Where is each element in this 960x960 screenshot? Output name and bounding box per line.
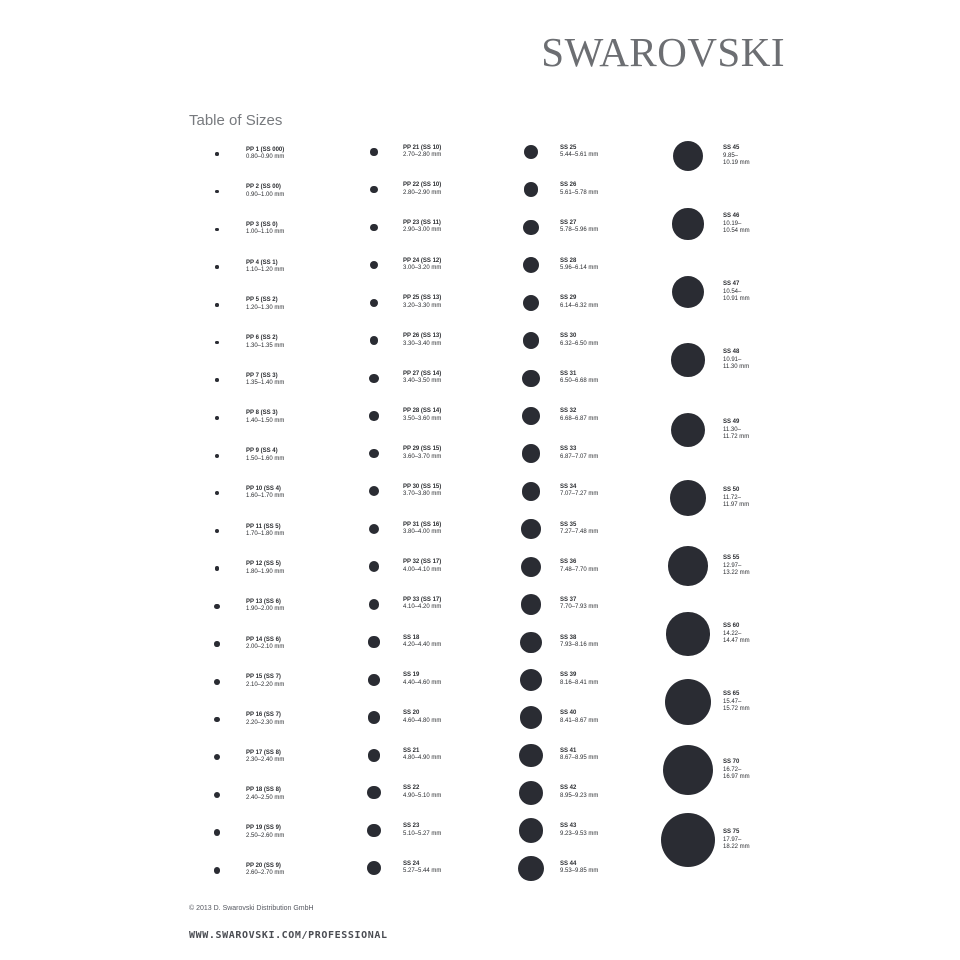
size-dot xyxy=(215,454,219,458)
size-label xyxy=(560,333,598,348)
size-name: PP 5 (SS 2) xyxy=(246,297,278,304)
size-dot xyxy=(214,717,220,723)
size-dot xyxy=(369,411,378,420)
size-range: 5.27–5.44 mm xyxy=(403,868,442,875)
size-name: SS 23 xyxy=(403,823,420,830)
size-name: PP 28 (SS 14) xyxy=(403,408,442,415)
size-label xyxy=(560,182,598,197)
size-label xyxy=(560,635,598,650)
size-dot xyxy=(215,152,219,156)
size-dot xyxy=(522,482,541,501)
size-label xyxy=(246,486,284,501)
size-label xyxy=(403,522,441,537)
size-dot xyxy=(214,641,219,646)
size-dot xyxy=(367,786,380,799)
size-name: PP 27 (SS 14) xyxy=(403,370,442,377)
size-name: SS 42 xyxy=(560,785,577,792)
size-name: SS 34 xyxy=(560,483,577,490)
size-label xyxy=(560,446,598,461)
size-dot xyxy=(215,529,220,534)
size-name: SS 48 xyxy=(723,349,740,355)
size-dot xyxy=(214,792,220,798)
size-range: 7.07–7.27 mm xyxy=(560,491,599,498)
size-name: PP 12 (SS 5) xyxy=(246,561,281,568)
size-label xyxy=(560,145,598,160)
size-range-from: 17.97– xyxy=(723,836,742,843)
size-range: 2.40–2.50 mm xyxy=(246,794,285,801)
size-range: 6.87–7.07 mm xyxy=(560,453,599,460)
size-range: 2.90–3.00 mm xyxy=(403,227,442,234)
size-label xyxy=(246,184,284,199)
size-label xyxy=(246,147,284,162)
size-label xyxy=(246,297,284,312)
size-name: SS 46 xyxy=(723,213,740,219)
size-range: 6.68–6.87 mm xyxy=(560,415,599,422)
size-dot xyxy=(522,444,540,462)
size-label xyxy=(246,674,284,689)
size-range-from: 11.30– xyxy=(723,426,741,433)
size-dot xyxy=(520,669,542,691)
size-label xyxy=(246,561,284,576)
size-label xyxy=(723,213,750,236)
size-range-from: 16.72– xyxy=(723,766,742,773)
size-dot xyxy=(214,679,220,685)
size-range-to: 11.72 mm xyxy=(723,434,750,441)
size-label xyxy=(723,349,749,372)
size-dot xyxy=(663,745,714,796)
size-dot xyxy=(519,781,543,805)
size-label xyxy=(246,599,284,614)
size-name: SS 50 xyxy=(723,487,740,493)
size-range: 1.20–1.30 mm xyxy=(246,304,285,311)
size-range: 3.40–3.50 mm xyxy=(403,378,442,385)
size-name: SS 37 xyxy=(560,596,577,603)
size-dot xyxy=(368,636,379,647)
size-dot xyxy=(370,336,379,345)
size-label xyxy=(560,258,598,273)
size-dot xyxy=(367,824,381,838)
size-range: 3.60–3.70 mm xyxy=(403,453,442,460)
size-range-from: 10.19– xyxy=(723,220,742,227)
size-label xyxy=(246,448,284,463)
size-name: PP 23 (SS 11) xyxy=(403,219,441,226)
size-name: SS 18 xyxy=(403,634,420,641)
size-label xyxy=(403,371,441,386)
size-range-to: 10.54 mm xyxy=(723,228,750,235)
size-dot xyxy=(369,486,379,496)
size-range: 6.50–6.68 mm xyxy=(560,378,599,385)
size-range: 1.00–1.10 mm xyxy=(246,229,285,236)
size-range-from: 9.85– xyxy=(723,152,739,159)
size-label xyxy=(723,691,750,714)
size-label xyxy=(403,446,441,461)
size-name: SS 70 xyxy=(723,759,740,765)
size-name: SS 28 xyxy=(560,257,577,264)
size-range: 0.80–0.90 mm xyxy=(246,154,285,161)
size-name: SS 30 xyxy=(560,333,577,339)
size-dot xyxy=(519,744,542,767)
size-label xyxy=(723,281,750,304)
size-range: 3.50–3.60 mm xyxy=(403,415,442,422)
size-name: PP 4 (SS 1) xyxy=(246,259,278,266)
size-dot xyxy=(214,604,219,609)
size-name: SS 36 xyxy=(560,559,577,566)
size-name: PP 22 (SS 10) xyxy=(403,182,442,189)
size-name: PP 21 (SS 10) xyxy=(403,144,442,151)
size-dot xyxy=(671,343,704,376)
size-dot xyxy=(367,861,381,875)
size-range: 7.93–8.16 mm xyxy=(560,642,599,649)
size-name: PP 16 (SS 7) xyxy=(246,712,281,718)
size-range: 1.60–1.70 mm xyxy=(246,493,285,500)
size-label xyxy=(246,335,284,350)
size-name: PP 30 (SS 15) xyxy=(403,483,442,490)
size-range: 3.70–3.80 mm xyxy=(403,491,442,498)
size-dot xyxy=(523,220,538,235)
size-dot xyxy=(523,295,539,311)
size-label xyxy=(403,220,441,235)
size-range: 5.78–5.96 mm xyxy=(560,227,599,234)
size-name: SS 44 xyxy=(560,860,577,867)
swarovski-logo: SWAROVSKI xyxy=(541,29,785,75)
size-name: PP 10 (SS 4) xyxy=(246,485,281,492)
size-range: 5.44–5.61 mm xyxy=(560,152,599,159)
size-range: 8.16–8.41 mm xyxy=(560,679,599,686)
size-dot xyxy=(215,416,219,420)
size-label xyxy=(560,408,598,423)
size-label xyxy=(560,220,598,235)
size-dot xyxy=(369,374,378,383)
size-dot xyxy=(368,749,381,762)
size-name: SS 55 xyxy=(723,555,740,561)
size-label xyxy=(246,260,284,275)
size-name: SS 27 xyxy=(560,219,577,226)
size-dot xyxy=(673,141,703,171)
size-name: PP 3 (SS 0) xyxy=(246,221,278,228)
size-name: PP 2 (SS 00) xyxy=(246,184,281,191)
size-label xyxy=(560,371,598,386)
size-name: SS 19 xyxy=(403,672,420,679)
size-dot xyxy=(520,632,541,653)
size-label xyxy=(560,861,598,876)
size-name: SS 24 xyxy=(403,860,420,867)
size-dot xyxy=(665,679,712,726)
size-label xyxy=(560,484,598,499)
size-range-to: 18.22 mm xyxy=(723,844,750,851)
size-range-to: 11.97 mm xyxy=(723,502,750,509)
size-dot xyxy=(672,208,703,239)
size-name: PP 17 (SS 8) xyxy=(246,749,281,756)
size-label xyxy=(246,222,284,237)
size-range: 7.48–7.70 mm xyxy=(560,566,599,573)
size-dot xyxy=(370,186,377,193)
size-label xyxy=(560,597,598,612)
size-label xyxy=(403,710,441,725)
size-label xyxy=(723,487,749,510)
size-range: 2.60–2.70 mm xyxy=(246,870,285,877)
size-range: 7.70–7.93 mm xyxy=(560,604,599,611)
size-label xyxy=(403,597,441,612)
size-name: SS 22 xyxy=(403,785,420,792)
size-range: 6.14–6.32 mm xyxy=(560,302,599,309)
size-name: PP 29 (SS 15) xyxy=(403,446,442,453)
professional-url-link[interactable]: WWW.SWAROVSKI.COM/PROFESSIONAL xyxy=(189,930,388,941)
size-range-to: 14.47 mm xyxy=(723,638,750,645)
size-name: PP 6 (SS 2) xyxy=(246,335,278,341)
size-name: SS 29 xyxy=(560,295,577,302)
size-name: PP 7 (SS 3) xyxy=(246,372,278,379)
size-range: 4.80–4.90 mm xyxy=(403,755,442,762)
size-name: PP 25 (SS 13) xyxy=(403,295,442,302)
size-dot xyxy=(368,674,380,686)
size-label xyxy=(403,258,441,273)
size-dot xyxy=(521,557,541,577)
size-range: 2.50–2.60 mm xyxy=(246,832,285,839)
size-dot xyxy=(214,754,220,760)
size-range: 1.90–2.00 mm xyxy=(246,606,285,613)
size-range: 4.20–4.40 mm xyxy=(403,642,442,649)
size-name: SS 39 xyxy=(560,672,577,679)
size-label xyxy=(246,750,284,765)
size-range: 3.00–3.20 mm xyxy=(403,265,442,272)
size-dot xyxy=(214,867,221,874)
size-dot xyxy=(523,332,540,349)
size-label xyxy=(403,484,441,499)
size-dot xyxy=(215,566,220,571)
size-dot xyxy=(519,818,544,843)
size-label xyxy=(246,637,284,652)
size-label xyxy=(560,672,598,687)
size-range: 5.10–5.27 mm xyxy=(403,830,442,837)
size-name: PP 18 (SS 8) xyxy=(246,787,281,794)
size-range-to: 10.91 mm xyxy=(723,296,750,303)
page-title: Table of Sizes xyxy=(189,112,283,130)
size-name: SS 20 xyxy=(403,710,420,716)
size-label xyxy=(403,823,441,838)
size-label xyxy=(723,145,750,168)
size-range: 6.32–6.50 mm xyxy=(560,340,599,347)
size-range-to: 15.72 mm xyxy=(723,706,750,713)
size-name: PP 33 (SS 17) xyxy=(403,596,442,603)
size-label xyxy=(403,559,441,574)
size-name: PP 1 (SS 000) xyxy=(246,146,285,153)
size-range: 4.00–4.10 mm xyxy=(403,566,442,573)
size-label xyxy=(403,785,441,800)
size-range-to: 16.97 mm xyxy=(723,774,750,781)
size-range: 3.20–3.30 mm xyxy=(403,302,442,309)
size-name: PP 11 (SS 5) xyxy=(246,523,281,530)
size-dot xyxy=(520,706,542,728)
size-label xyxy=(560,748,598,763)
size-label xyxy=(403,295,441,310)
size-dot xyxy=(368,711,380,723)
size-name: SS 38 xyxy=(560,634,577,641)
size-dot xyxy=(215,265,219,269)
size-label xyxy=(246,825,284,840)
size-dot xyxy=(524,145,539,160)
size-name: PP 24 (SS 12) xyxy=(403,257,442,264)
size-range: 1.10–1.20 mm xyxy=(246,267,285,274)
size-name: PP 15 (SS 7) xyxy=(246,674,281,681)
size-range: 1.50–1.60 mm xyxy=(246,455,285,462)
size-label xyxy=(246,863,284,878)
size-name: SS 49 xyxy=(723,419,740,425)
size-dot xyxy=(369,524,379,534)
size-label xyxy=(403,748,441,763)
size-name: SS 47 xyxy=(723,281,740,287)
size-range: 1.80–1.90 mm xyxy=(246,568,285,575)
size-name: SS 33 xyxy=(560,446,577,453)
size-range: 4.60–4.80 mm xyxy=(403,717,442,724)
size-range-from: 15.47– xyxy=(723,698,742,705)
size-dot xyxy=(215,378,219,382)
size-name: PP 8 (SS 3) xyxy=(246,410,278,417)
size-range: 8.95–9.23 mm xyxy=(560,792,599,799)
size-range-to: 10.19 mm xyxy=(723,160,750,167)
size-dot xyxy=(215,303,219,307)
size-label xyxy=(403,182,441,197)
size-name: SS 26 xyxy=(560,182,577,189)
size-name: PP 13 (SS 6) xyxy=(246,598,281,605)
size-name: SS 40 xyxy=(560,710,577,716)
size-label xyxy=(403,333,441,348)
size-label xyxy=(560,785,598,800)
size-label xyxy=(560,823,598,838)
size-dot xyxy=(215,491,219,495)
size-label xyxy=(403,145,441,160)
size-dot xyxy=(215,190,219,194)
size-label xyxy=(403,635,441,650)
size-dot xyxy=(215,341,219,345)
size-range: 4.90–5.10 mm xyxy=(403,792,442,799)
size-dot xyxy=(215,228,219,232)
size-dot xyxy=(214,829,221,836)
size-range: 2.20–2.30 mm xyxy=(246,719,285,726)
size-label xyxy=(723,623,750,646)
size-name: PP 26 (SS 13) xyxy=(403,333,442,339)
size-range: 4.40–4.60 mm xyxy=(403,679,442,686)
size-range: 2.10–2.20 mm xyxy=(246,681,285,688)
size-dot xyxy=(522,370,539,387)
size-dot xyxy=(369,599,380,610)
size-range-from: 10.54– xyxy=(723,288,742,295)
size-range: 2.70–2.80 mm xyxy=(403,152,442,159)
size-range: 8.67–8.95 mm xyxy=(560,755,599,762)
size-label xyxy=(560,522,598,537)
size-range: 8.41–8.67 mm xyxy=(560,717,599,724)
size-name: SS 43 xyxy=(560,823,577,830)
size-range: 2.00–2.10 mm xyxy=(246,644,285,651)
size-range-from: 12.97– xyxy=(723,562,742,569)
size-name: PP 19 (SS 9) xyxy=(246,825,281,832)
size-name: SS 32 xyxy=(560,408,577,415)
size-label xyxy=(403,861,441,876)
size-label xyxy=(560,295,598,310)
size-dot xyxy=(370,224,378,232)
size-name: SS 21 xyxy=(403,747,420,754)
size-dot xyxy=(523,257,539,273)
size-label xyxy=(403,672,441,687)
size-dot xyxy=(370,299,379,308)
size-dot xyxy=(668,546,707,585)
size-label xyxy=(246,787,284,802)
size-label xyxy=(246,373,284,388)
size-range: 7.27–7.48 mm xyxy=(560,529,599,536)
size-label xyxy=(246,410,284,425)
size-dot xyxy=(666,612,709,655)
size-name: PP 31 (SS 16) xyxy=(403,521,442,528)
size-range: 5.61–5.78 mm xyxy=(560,189,599,196)
size-range: 1.35–1.40 mm xyxy=(246,380,285,387)
size-label xyxy=(560,559,598,574)
size-range: 4.10–4.20 mm xyxy=(403,604,442,611)
size-label xyxy=(246,712,284,727)
size-range-from: 10.91– xyxy=(723,356,742,363)
size-range-to: 11.30 mm xyxy=(723,364,750,371)
size-name: SS 75 xyxy=(723,829,740,835)
size-label xyxy=(723,555,750,578)
size-label xyxy=(723,759,750,782)
size-range-from: 14.22– xyxy=(723,630,742,637)
size-range: 9.53–9.85 mm xyxy=(560,868,599,875)
size-range: 3.30–3.40 mm xyxy=(403,340,442,347)
size-range-to: 13.22 mm xyxy=(723,570,750,577)
size-dot xyxy=(370,148,377,155)
size-range-from: 11.72– xyxy=(723,494,741,501)
size-name: SS 65 xyxy=(723,691,740,697)
size-range: 5.96–6.14 mm xyxy=(560,265,599,272)
size-label xyxy=(723,829,750,852)
size-label xyxy=(403,408,441,423)
size-range: 3.80–4.00 mm xyxy=(403,529,442,536)
size-label xyxy=(723,419,749,442)
size-dot xyxy=(670,480,706,516)
size-range: 9.23–9.53 mm xyxy=(560,830,599,837)
size-dot xyxy=(524,182,539,197)
size-name: SS 31 xyxy=(560,370,577,377)
size-name: SS 35 xyxy=(560,521,577,528)
size-name: PP 9 (SS 4) xyxy=(246,448,278,455)
size-dot xyxy=(369,449,379,459)
size-range: 1.40–1.50 mm xyxy=(246,417,285,424)
size-label xyxy=(560,710,598,725)
size-range: 1.70–1.80 mm xyxy=(246,531,285,538)
size-dot xyxy=(672,276,704,308)
size-dot xyxy=(521,519,540,538)
size-name: PP 14 (SS 6) xyxy=(246,636,281,643)
size-range: 0.90–1.00 mm xyxy=(246,191,285,198)
size-name: SS 25 xyxy=(560,144,577,151)
copyright-notice: © 2013 D. Swarovski Distribution GmbH xyxy=(189,905,314,912)
size-range: 1.30–1.35 mm xyxy=(246,342,285,349)
size-name: SS 45 xyxy=(723,145,740,151)
size-label xyxy=(246,524,284,539)
size-name: SS 60 xyxy=(723,623,740,629)
size-range: 2.80–2.90 mm xyxy=(403,189,442,196)
size-name: PP 32 (SS 17) xyxy=(403,559,442,566)
size-name: SS 41 xyxy=(560,747,577,754)
size-name: PP 20 (SS 9) xyxy=(246,862,281,869)
size-dot xyxy=(518,856,543,881)
size-dot xyxy=(671,413,706,448)
size-dot xyxy=(661,813,715,867)
size-dot xyxy=(521,594,542,615)
size-dot xyxy=(369,561,380,572)
size-range: 2.30–2.40 mm xyxy=(246,757,285,764)
size-dot xyxy=(370,261,378,269)
size-dot xyxy=(522,407,540,425)
